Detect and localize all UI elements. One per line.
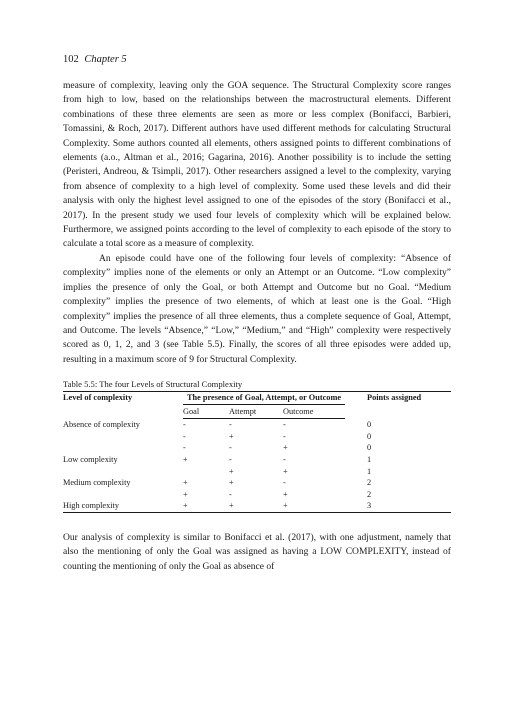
cell-goal: -	[183, 420, 186, 430]
cell-points: 1	[367, 455, 372, 464]
cell-points: 0	[367, 443, 372, 453]
body-paragraph: An episode could have one of the following four levels of complexity: “Absence of complexity” implies none of the elements or only an Attempt or an Outcome. “Low complexity” implies the presence of only the Goal, or both Attempt and Outcome but no Goal. “Medium complexity” implies the presence of two elements, of which at least one is the Goal. “High complexity” implies the presence of all three elements, thus a complete sequence of Goal, Attempt, and Outcome. The levels “Absence,” “Low,” “Medium,” and “High” complexity were respectively scored as 0, 1, 2, and 3 (see Table 5.5). Finally, the scores of all three episodes were added up, resulting in a maximum score of 9 for Structural Complexity.	[63, 252, 451, 365]
cell-goal: +	[183, 500, 229, 512]
cell-points: 2	[367, 489, 372, 499]
table-row	[63, 500, 451, 512]
chapter-title: Chapter 5	[84, 54, 127, 65]
cell-outcome: +	[283, 443, 288, 453]
cell-points: 0	[367, 419, 372, 429]
table-row	[63, 454, 451, 466]
cell-outcome: +	[283, 489, 288, 499]
cell-outcome: -	[283, 478, 286, 488]
cell-goal: -	[183, 443, 186, 453]
cell-level: Medium complexity	[63, 478, 131, 488]
cell-goal: +	[183, 478, 188, 488]
cell-goal: +	[183, 455, 188, 464]
running-header	[63, 54, 451, 65]
book-page	[63, 54, 451, 574]
cell-level	[63, 442, 183, 454]
cell-level	[63, 466, 183, 478]
cell-attempt: -	[229, 489, 232, 499]
cell-outcome: +	[283, 500, 345, 512]
table-row	[63, 442, 451, 454]
column-header-points: Points assigned	[345, 392, 451, 419]
column-header-level: Level of complexity	[63, 392, 183, 419]
complexity-table	[63, 391, 451, 513]
cell-goal	[183, 466, 229, 478]
table-row	[63, 489, 451, 501]
column-header-presence: The presence of Goal, Attempt, or Outcome	[183, 392, 345, 405]
cell-attempt: +	[229, 466, 234, 476]
table-row	[63, 466, 451, 478]
cell-outcome: -	[283, 431, 286, 441]
cell-level	[63, 489, 183, 501]
cell-attempt: -	[229, 420, 232, 430]
cell-level: High complexity	[63, 500, 183, 512]
cell-points: 3	[345, 500, 451, 512]
table-header-row	[63, 392, 451, 405]
cell-outcome: -	[283, 420, 286, 430]
cell-points: 1	[367, 466, 372, 476]
subheader-attempt: Attempt	[229, 404, 283, 419]
cell-attempt: -	[229, 455, 232, 464]
body-paragraph: measure of complexity, leaving only the GOA sequence. The Structural Complexity score ranges from high to low, based on the relationships between the macrostructural elements. Different combinations of these three elements are seen as more or less complex (Bonifacci, Barbieri, Tomassini, & Roch, 2017). Different authors have used different methods for calculating Structural Complexity. Some authors counted all elements, others assigned points to different combinations of elements (a.o., Altman et al., 2016; Gagarina, 2016). Another possibility is to include the setting (Peristeri, Andreou, & Tsimpli, 2017). Other researchers assigned a level to the complexity, varying from absence of complexity to a high level of complexity. Some used these levels and did their analysis with only the highest level assigned to one of the episodes of the story (Bonifacci et al., 2017). In the present study we used four levels of complexity which will be explained below. Furthermore, we assigned points according to the level of complexity to each episode of the story to calculate a total score as a measure of complexity.	[63, 80, 451, 250]
subheader-outcome: Outcome	[283, 404, 345, 419]
table-body	[63, 419, 451, 513]
table-row	[63, 477, 451, 489]
subheader-goal: Goal	[183, 404, 229, 419]
cell-attempt: +	[229, 478, 234, 488]
cell-points: 2	[367, 478, 372, 488]
cell-points: 0	[367, 431, 372, 441]
body-paragraph: Our analysis of complexity is similar to Bonifacci et al. (2017), with one adjustment, namely that also the mentioning of only the Goal was assigned as having a LOW COMPLEXITY, instead of counting the mentioning of only the Goal as absence of	[63, 531, 451, 572]
cell-goal: -	[183, 431, 186, 441]
table-row	[63, 431, 451, 443]
cell-level: Absence of complexity	[63, 419, 140, 429]
page-number: 102	[63, 54, 79, 65]
table-caption: Table 5.5: The four Levels of Structural Complexity	[63, 379, 243, 390]
cell-attempt: +	[229, 500, 283, 512]
cell-attempt: +	[229, 431, 234, 441]
cell-outcome: -	[283, 455, 286, 464]
cell-level	[63, 431, 183, 443]
cell-outcome: +	[283, 466, 288, 476]
cell-attempt: -	[229, 443, 232, 453]
cell-goal: +	[183, 489, 188, 499]
table-row	[63, 419, 451, 431]
cell-level: Low complexity	[63, 455, 118, 464]
